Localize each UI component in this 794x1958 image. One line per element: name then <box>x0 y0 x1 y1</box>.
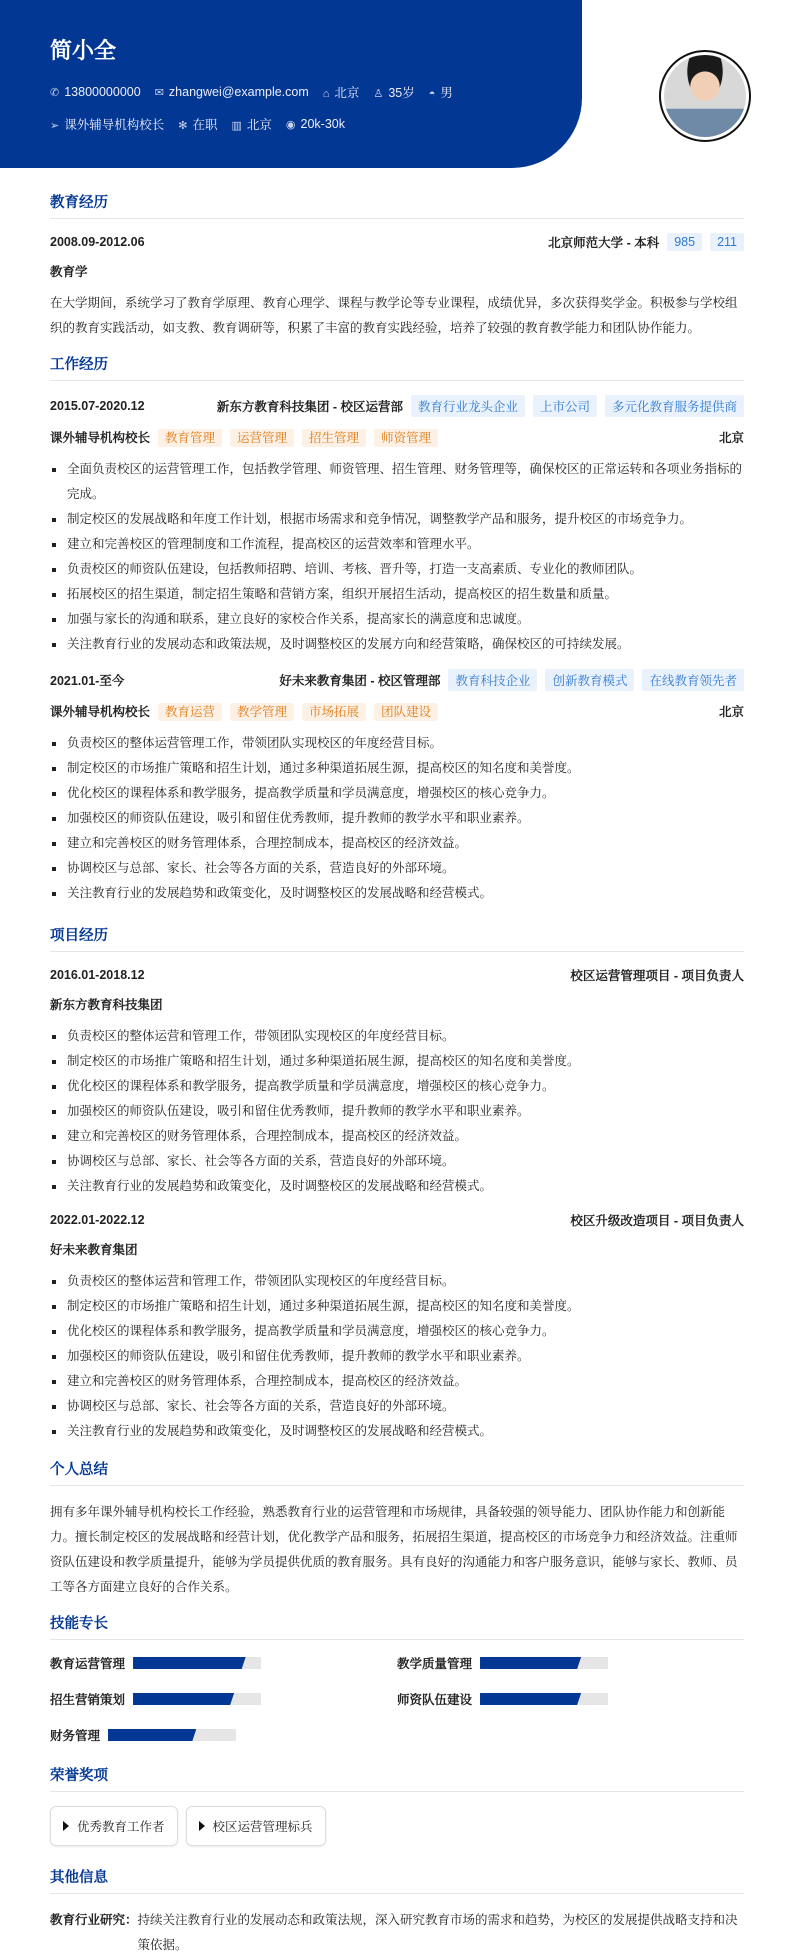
bullet-item: 建立和完善校区的财务管理体系，合理控制成本，提高校区的经济效益。 <box>50 1124 744 1149</box>
project-org-row <box>50 995 744 1013</box>
work-date: 2015.07-2020.12 <box>50 399 145 413</box>
role-row <box>50 428 744 446</box>
school: 北京师范大学 - 本科 <box>548 236 660 250</box>
bullet-item: 加强与家长的沟通和联系，建立良好的家校合作关系，提高家长的满意度和忠诚度。 <box>50 607 744 632</box>
job-intent-row <box>50 115 582 133</box>
skill-bar-fill <box>108 1729 196 1741</box>
bullet-item: 协调校区与总部、家长、社会等各方面的关系，营造良好的外部环境。 <box>50 856 744 881</box>
bullet-item: 制定校区的市场推广策略和招生计划，通过多种渠道拓展生源，提高校区的知名度和美誉度。 <box>50 1049 744 1074</box>
avatar <box>659 50 751 142</box>
status-icon: ✻ <box>178 120 188 132</box>
role-tag: 师资管理 <box>374 429 438 447</box>
bullet-item: 制定校区的市场推广策略和招生计划，通过多种渠道拓展生源，提高校区的知名度和美誉度。 <box>50 756 744 781</box>
other-info <box>50 1908 744 1958</box>
bullet-item: 协调校区与总部、家长、社会等各方面的关系，营造良好的外部环境。 <box>50 1149 744 1174</box>
section-title-education: 教育经历 <box>50 191 744 219</box>
project-org: 好未来教育集团 <box>50 1243 138 1257</box>
skill-bar-fill <box>133 1657 246 1669</box>
work-bullets <box>50 457 744 657</box>
bullet-item: 关注教育行业的发展动态和政策法规，及时调整校区的发展方向和经营策略，确保校区的可持续发展。 <box>50 632 744 657</box>
contact-row <box>50 83 582 101</box>
skill-item <box>397 1690 744 1708</box>
bullet-item: 加强校区的师资队伍建设，吸引和留住优秀教师，提升教师的教学水平和职业素养。 <box>50 806 744 831</box>
role-row <box>50 702 744 720</box>
skill-item <box>50 1654 397 1672</box>
work-date: 2021.01-至今 <box>50 674 125 688</box>
bullet-item: 建立和完善校区的管理制度和工作流程，提高校区的运营效率和管理水平。 <box>50 532 744 557</box>
section-title-other: 其他信息 <box>50 1866 744 1894</box>
send-icon: ➢ <box>50 120 60 132</box>
company-tag: 创新教育模式 <box>545 669 634 691</box>
bullet-item: 加强校区的师资队伍建设，吸引和留住优秀教师，提升教师的教学水平和职业素养。 <box>50 1344 744 1369</box>
school-tag: 985 <box>667 233 702 251</box>
education-date: 2008.09-2012.06 <box>50 235 145 249</box>
mail-icon: ✉ <box>154 87 164 99</box>
role-tag: 运营管理 <box>230 429 294 447</box>
work-header-row <box>50 669 744 691</box>
resume-header <box>0 0 582 168</box>
skill-bar <box>133 1657 261 1669</box>
building-icon: ▥ <box>231 120 242 132</box>
salary: 20k-30k <box>300 117 345 131</box>
project-name: 校区升级改造项目 - 项目负责人 <box>570 1214 744 1228</box>
section-title-summary: 个人总结 <box>50 1458 744 1486</box>
project-date: 2022.01-2022.12 <box>50 1213 145 1227</box>
company-tag: 教育科技企业 <box>448 669 537 691</box>
major: 教育学 <box>50 265 88 279</box>
company-tag: 上市公司 <box>533 395 597 417</box>
role-tag: 市场拓展 <box>302 703 366 721</box>
phone-icon: ✆ <box>50 87 60 99</box>
skill-bar-fill <box>133 1693 234 1705</box>
project-bullets <box>50 1269 744 1444</box>
project-org-row <box>50 1240 744 1258</box>
company: 好未来教育集团 - 校区管理部 <box>279 674 441 688</box>
award-name: 优秀教育工作者 <box>77 1820 165 1834</box>
skill-bar <box>480 1693 608 1705</box>
skill-name: 教学质量管理 <box>397 1657 473 1671</box>
company-tag: 教育行业龙头企业 <box>411 395 525 417</box>
role-group <box>50 428 438 446</box>
award-item <box>186 1806 326 1846</box>
bullet-item: 负责校区的整体运营和管理工作，带领团队实现校区的年度经营目标。 <box>50 1269 744 1294</box>
skill-name: 招生营销策划 <box>50 1693 126 1707</box>
skill-item <box>397 1654 744 1672</box>
skill-name: 师资队伍建设 <box>397 1693 473 1707</box>
city: 北京 <box>334 86 360 100</box>
skill-bar <box>480 1657 608 1669</box>
role: 课外辅导机构校长 <box>50 431 151 445</box>
bullet-item: 优化校区的课程体系和教学服务，提高教学质量和学员满意度，增强校区的核心竞争力。 <box>50 1319 744 1344</box>
skill-bar <box>108 1729 236 1741</box>
role-tag: 团队建设 <box>374 703 438 721</box>
project-date: 2016.01-2018.12 <box>50 968 145 982</box>
bullet-item: 全面负责校区的运营管理工作，包括教学管理、师资管理、招生管理、财务管理等，确保校区的正常运转和各项业务指标的完成。 <box>50 457 744 507</box>
section-title-work: 工作经历 <box>50 353 744 381</box>
role-tag: 教育运营 <box>158 703 222 721</box>
bullet-item: 负责校区的整体运营管理工作，带领团队实现校区的年度经营目标。 <box>50 731 744 756</box>
company: 新东方教育科技集团 - 校区运营部 <box>216 400 403 414</box>
bullet-item: 负责校区的师资队伍建设，包括教师招聘、培训、考核、晋升等，打造一支高素质、专业化的教师团队。 <box>50 557 744 582</box>
work-city: 北京 <box>246 118 272 132</box>
section-title-skills: 技能专长 <box>50 1612 744 1640</box>
section-title-projects: 项目经历 <box>50 924 744 952</box>
bullet-item: 制定校区的市场推广策略和招生计划，通过多种渠道拓展生源，提高校区的知名度和美誉度。 <box>50 1294 744 1319</box>
bullet-item: 关注教育行业的发展趋势和政策变化，及时调整校区的发展战略和经营模式。 <box>50 1419 744 1444</box>
email: zhangwei@example.com <box>168 85 309 99</box>
project-org: 新东方教育科技集团 <box>50 998 163 1012</box>
status: 在职 <box>192 118 218 132</box>
triangle-icon <box>63 1821 69 1831</box>
role: 课外辅导机构校长 <box>50 705 151 719</box>
work-city: 北京 <box>718 705 744 719</box>
age: 35岁 <box>388 86 415 100</box>
education-row <box>50 233 744 251</box>
phone: 13800000000 <box>64 85 141 99</box>
school-tag: 211 <box>710 233 744 251</box>
company-tag: 在线教育领先者 <box>642 669 744 691</box>
bullet-item: 建立和完善校区的财务管理体系，合理控制成本，提高校区的经济效益。 <box>50 831 744 856</box>
project-name: 校区运营管理项目 - 项目负责人 <box>570 969 744 983</box>
work-header-row <box>50 395 744 417</box>
salary-icon: ◉ <box>285 119 296 131</box>
home-icon: ⌂ <box>322 88 330 100</box>
education-desc: 在大学期间，系统学习了教育学原理、教育心理学、课程与教学论等专业课程，成绩优异，多次获得奖学金。积极参与学校组织的教育实践活动，如支教、教育调研等，积累了丰富的教育实践经验，培养了较强的教育教学能力和团队协作能力。 <box>50 296 738 335</box>
bullet-item: 优化校区的课程体系和教学服务，提高教学质量和学员满意度，增强校区的核心竞争力。 <box>50 1074 744 1099</box>
skill-item <box>50 1726 397 1744</box>
gender: 男 <box>440 86 453 100</box>
skill-name: 财务管理 <box>50 1729 101 1743</box>
position: 课外辅导机构校长 <box>64 118 165 132</box>
skill-name: 教育运营管理 <box>50 1657 126 1671</box>
role-tag: 教育管理 <box>158 429 222 447</box>
company-group <box>217 395 744 417</box>
role-group <box>50 702 438 720</box>
role-tag: 教学管理 <box>230 703 294 721</box>
bullet-item: 加强校区的师资队伍建设，吸引和留住优秀教师，提升教师的教学水平和职业素养。 <box>50 1099 744 1124</box>
summary-text: 拥有多年课外辅导机构校长工作经验，熟悉教育行业的运营管理和市场规律，具备较强的领导能力、团队协作能力和创新能力。擅长制定校区的发展战略和经营计划，优化教学产品和服务，拓展招生渠道，提高校区的市场竞争力和经济效益。注重师资队伍建设和教学质量提升，能够为学员提供优质的教育服务。具有良好的沟通能力和客户服务意识，能够与家长、教师、员工等各方面建立良好的合作关系。 <box>50 1505 738 1594</box>
award-name: 校区运营管理标兵 <box>212 1820 313 1834</box>
role-tag: 招生管理 <box>302 429 366 447</box>
gender-icon: ◓ <box>428 88 436 100</box>
skill-bar-fill <box>480 1657 581 1669</box>
skill-bar <box>133 1693 261 1705</box>
company-tag: 多元化教育服务提供商 <box>605 395 744 417</box>
age-icon: ♙ <box>373 88 384 100</box>
company-group <box>279 669 744 691</box>
bullet-item: 负责校区的整体运营和管理工作，带领团队实现校区的年度经营目标。 <box>50 1024 744 1049</box>
skill-item <box>50 1690 397 1708</box>
work-city: 北京 <box>718 431 744 445</box>
bullet-item: 关注教育行业的发展趋势和政策变化，及时调整校区的发展战略和经营模式。 <box>50 1174 744 1199</box>
award-item <box>50 1806 178 1846</box>
bullet-item: 拓展校区的招生渠道，制定招生策略和营销方案，组织开展招生活动，提高校区的招生数量和质量。 <box>50 582 744 607</box>
section-title-awards: 荣誉奖项 <box>50 1764 744 1792</box>
triangle-icon <box>199 1821 205 1831</box>
bullet-item: 关注教育行业的发展趋势和政策变化，及时调整校区的发展战略和经营模式。 <box>50 881 744 906</box>
candidate-name: 简小全 <box>50 38 117 63</box>
skill-bar-fill <box>480 1693 581 1705</box>
bullet-item: 制定校区的发展战略和年度工作计划，根据市场需求和竞争情况，调整教学产品和服务，提升校区的市场竞争力。 <box>50 507 744 532</box>
bullet-item: 优化校区的课程体系和教学服务，提高教学质量和学员满意度，增强校区的核心竞争力。 <box>50 781 744 806</box>
other-label: 教育行业研究： <box>50 1913 138 1927</box>
bullet-item: 协调校区与总部、家长、社会等各方面的关系，营造良好的外部环境。 <box>50 1394 744 1419</box>
project-header-row <box>50 966 744 984</box>
project-bullets <box>50 1024 744 1199</box>
project-header-row <box>50 1211 744 1229</box>
work-bullets <box>50 731 744 906</box>
other-text: 持续关注教育行业的发展动态和政策法规，深入研究教育市场的需求和趋势，为校区的发展提供战略支持和决策依据。 <box>137 1913 738 1952</box>
bullet-item: 建立和完善校区的财务管理体系，合理控制成本，提高校区的经济效益。 <box>50 1369 744 1394</box>
